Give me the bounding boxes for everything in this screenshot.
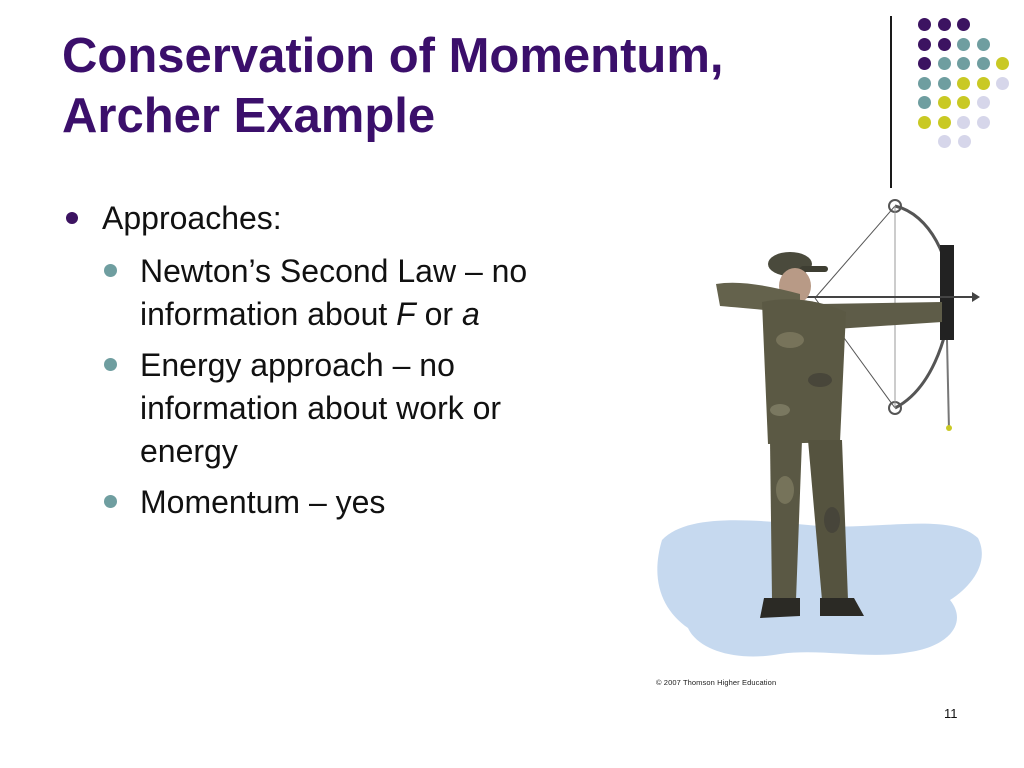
vertical-divider	[890, 16, 892, 188]
decorative-dot	[977, 38, 990, 51]
decorative-dot	[977, 77, 990, 90]
variable-a: a	[461, 296, 480, 332]
decorative-dot	[918, 77, 931, 90]
decorative-dot	[957, 96, 970, 109]
bullet-approaches: Approaches:	[60, 196, 660, 240]
figure-credit: © 2007 Thomson Higher Education	[656, 678, 777, 687]
decorative-dot	[957, 77, 970, 90]
sub-bullet-newton-or: or	[415, 296, 462, 332]
sub-bullet-list	[60, 250, 660, 524]
decorative-dot	[918, 116, 931, 129]
decorative-dot	[918, 96, 931, 109]
page-number: 11	[944, 706, 958, 721]
decorative-dot	[938, 18, 951, 31]
sub-bullet-newton-text: information about	[140, 296, 397, 332]
decorative-dot	[938, 135, 951, 148]
decorative-dot	[957, 57, 970, 70]
decorative-dot	[918, 57, 931, 70]
decorative-dot	[977, 96, 990, 109]
decorative-dot	[938, 38, 951, 51]
decorative-dot	[957, 38, 970, 51]
decorative-dot	[938, 77, 951, 90]
sub-bullet-energy-line-2: information about work or	[140, 390, 502, 426]
sub-bullet-momentum-line-1: Momentum – yes	[140, 484, 386, 520]
archer-figure-svg	[650, 190, 990, 690]
sub-bullet-newton-line-1: Newton’s Second Law – no	[140, 253, 528, 289]
sub-bullet-newton	[60, 250, 660, 336]
slide-title-line-1: Conservation of Momentum,	[62, 29, 724, 83]
decorative-dot	[996, 77, 1009, 90]
sub-bullet-energy-line-1: Energy approach – no	[140, 347, 455, 383]
sub-bullet-newton-line-2	[140, 293, 660, 336]
sub-bullet-energy	[60, 344, 660, 473]
decorative-dot	[957, 18, 970, 31]
variable-f: F	[396, 296, 416, 332]
decorative-dot	[938, 116, 951, 129]
decorative-dot	[938, 96, 951, 109]
decorative-dot	[958, 135, 971, 148]
slide-title	[62, 26, 862, 146]
decorative-dot	[957, 116, 970, 129]
decorative-dot	[996, 57, 1009, 70]
decorative-dot	[977, 116, 990, 129]
sub-bullet-momentum	[60, 481, 660, 524]
decorative-dot	[918, 18, 931, 31]
decorative-dot	[918, 38, 931, 51]
slide-title-line-2: Archer Example	[62, 89, 436, 143]
decorative-dot	[977, 57, 990, 70]
bullet-list	[60, 196, 660, 532]
archer-illustration	[650, 190, 990, 690]
sub-bullet-energy-line-3: energy	[140, 433, 238, 469]
decorative-dot	[938, 57, 951, 70]
